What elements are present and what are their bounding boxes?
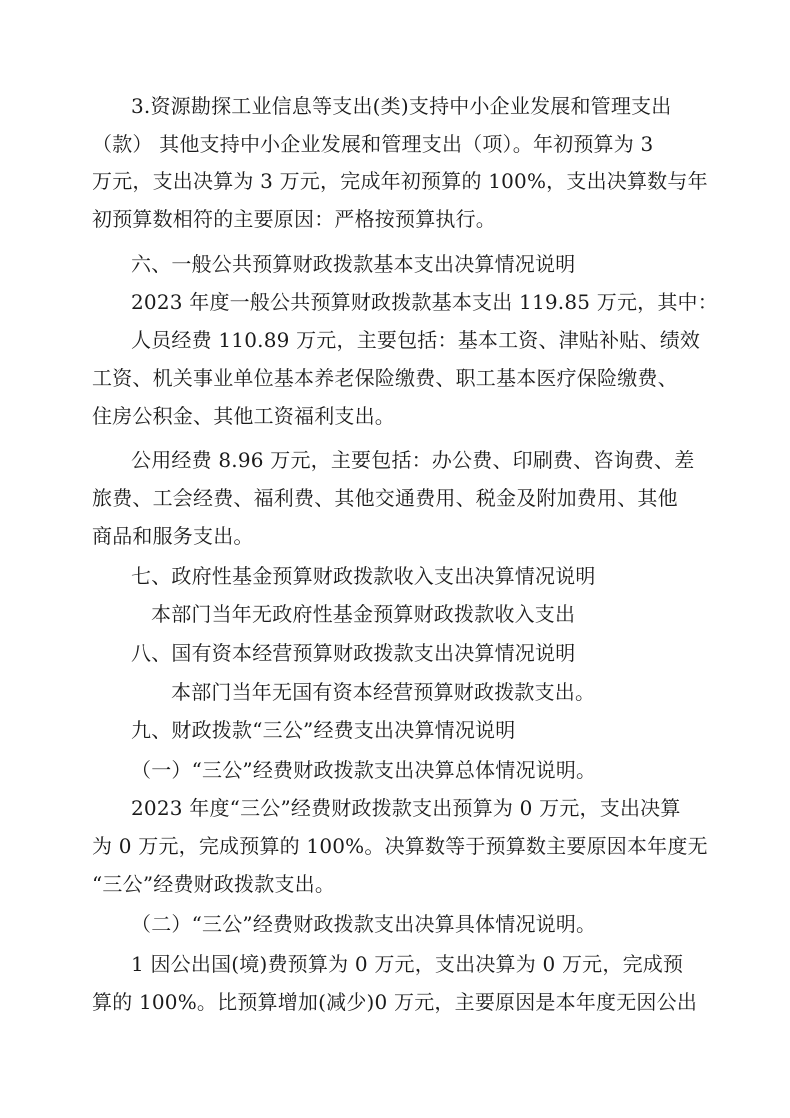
paragraph-line: （款） 其他支持中小企业发展和管理支出（项）。年初预算为 3 [92, 132, 654, 156]
paragraph-line: 住房公积金、其他工资福利支出。 [92, 404, 395, 428]
paragraph-line: 为 0 万元，完成预算的 100%。决算数等于预算数主要原因本年度无 [92, 834, 708, 858]
section-heading: 九、财政拨款“三公”经费支出决算情况说明 [131, 718, 516, 742]
section-heading: 六、一般公共预算财政拨款基本支出决算情况说明 [131, 252, 576, 276]
subsection-heading: （二）“三公”经费财政拨款支出决算具体情况说明。 [131, 912, 597, 936]
subsection-heading: （一）“三公”经费财政拨款支出决算总体情况说明。 [131, 758, 597, 782]
paragraph-line: 2023 年度“三公”经费财政拨款支出预算为 0 万元，支出决算 [131, 796, 681, 820]
paragraph-line: 万元，支出决算为 3 万元，完成年初预算的 100%，支出决算数与年 [92, 169, 708, 193]
paragraph-line: 公用经费 8.96 万元，主要包括：办公费、印刷费、咨询费、差 [131, 448, 695, 472]
paragraph-line: 商品和服务支出。 [92, 524, 254, 548]
section-heading: 八、国有资本经营预算财政拨款支出决算情况说明 [131, 641, 576, 665]
paragraph-line: 工资、机关事业单位基本养老保险缴费、职工基本医疗保险缴费、 [92, 366, 678, 390]
paragraph-line: 初预算数相符的主要原因：严格按预算执行。 [92, 207, 496, 231]
paragraph-line: 2023 年度一般公共预算财政拨款基本支出 119.85 万元，其中： [131, 290, 718, 314]
paragraph-line: 本部门当年无政府性基金预算财政拨款收入支出 [151, 602, 576, 626]
paragraph-line: 1 因公出国(境)费预算为 0 万元，支出决算为 0 万元，完成预 [131, 952, 684, 976]
paragraph-line: 旅费、工会经费、福利费、其他交通费用、税金及附加费用、其他 [92, 486, 678, 510]
paragraph-line: 本部门当年无国有资本经营预算财政拨款支出。 [171, 680, 596, 704]
paragraph-line: 算的 100%。比预算增加(减少)0 万元，主要原因是本年度无因公出 [92, 990, 698, 1014]
section-heading: 七、政府性基金预算财政拨款收入支出决算情况说明 [131, 564, 596, 588]
paragraph-line: “三公”经费财政拨款支出。 [92, 872, 336, 896]
paragraph-line: 人员经费 110.89 万元，主要包括：基本工资、津贴补贴、绩效 [131, 328, 701, 352]
paragraph-line: 3.资源勘探工业信息等支出(类)支持中小企业发展和管理支出 [131, 94, 672, 118]
